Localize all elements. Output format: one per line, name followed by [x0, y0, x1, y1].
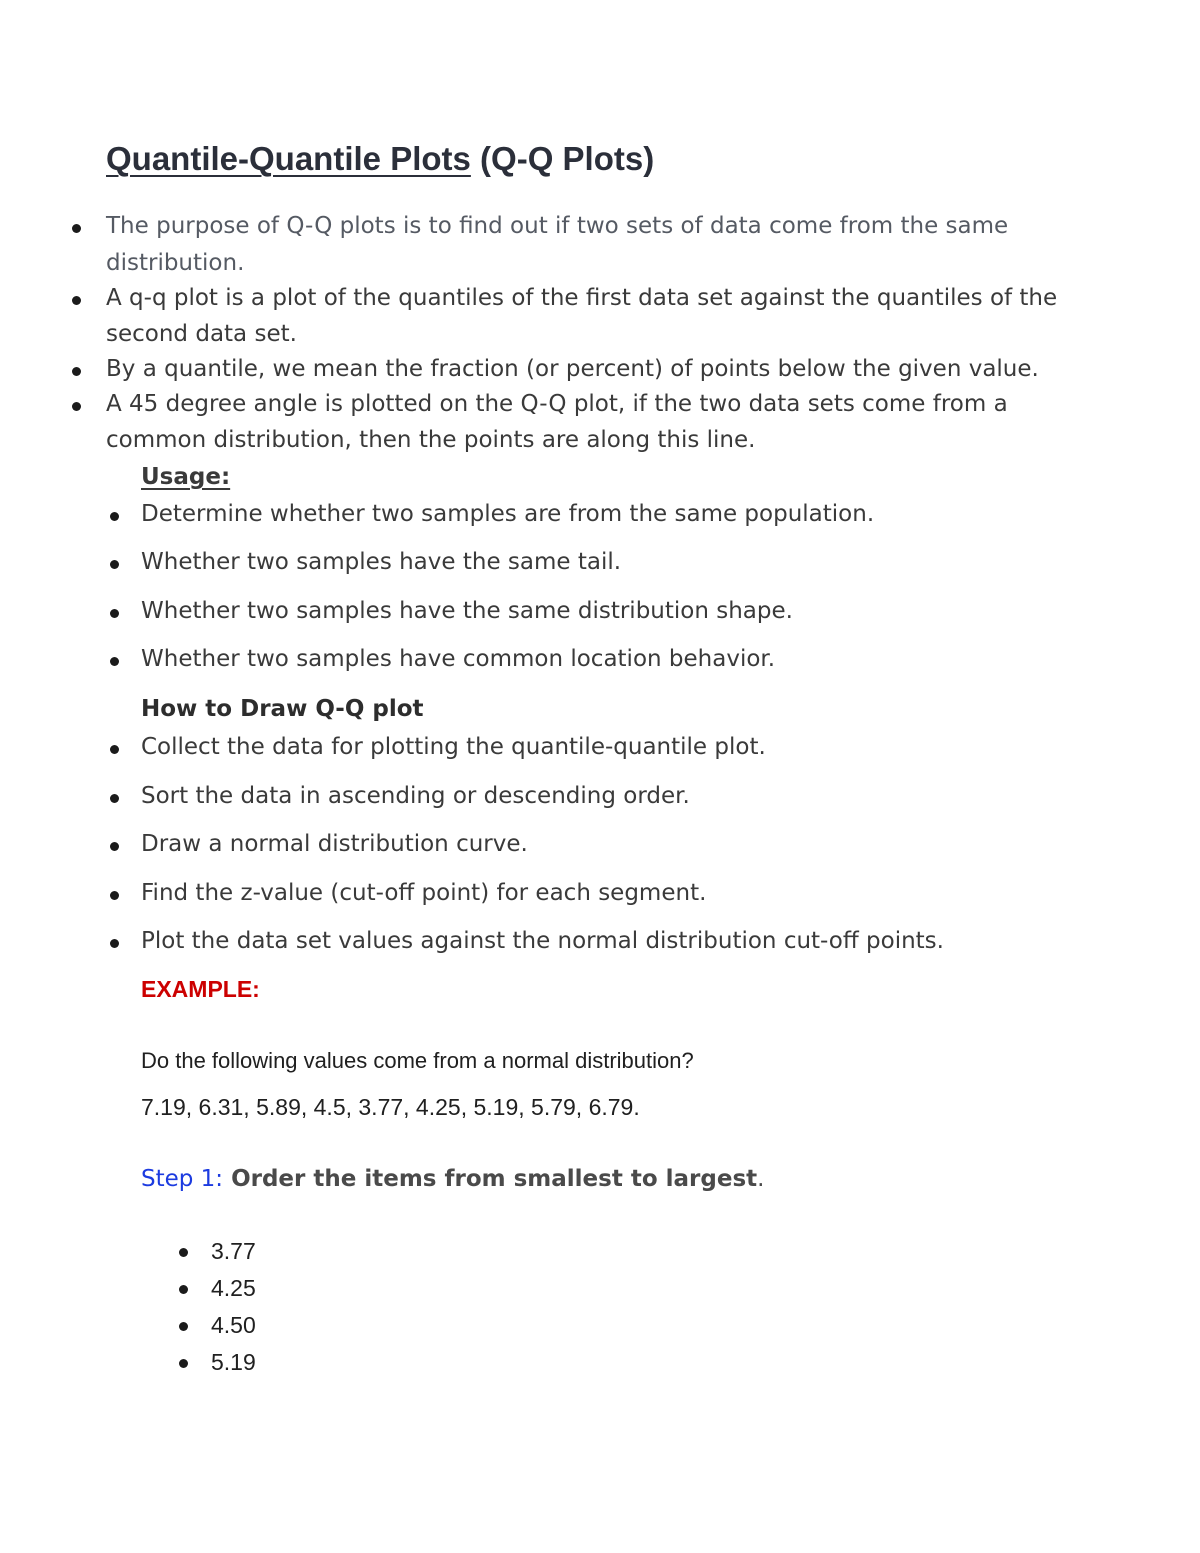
bullet-dot	[110, 657, 119, 666]
usage-item: Whether two samples have the same tail.	[141, 549, 622, 575]
how-to-item: Find the z-value (cut-off point) for each segment.	[141, 880, 707, 906]
step-1-label: Step 1:	[141, 1166, 224, 1192]
bullet-dot	[110, 842, 119, 851]
bullet-dot	[110, 891, 119, 900]
usage-item: Determine whether two samples are from the same population.	[141, 501, 875, 527]
sorted-item: 4.25	[211, 1275, 256, 1301]
bullet-dot	[72, 296, 81, 305]
bullet-dot	[110, 512, 119, 521]
intro-item-2-line-1: A q-q plot is a plot of the quantiles of the first data set against the quantiles of the	[106, 285, 1058, 311]
intro-item-2-line-2: second data set.	[106, 321, 297, 347]
title-rest: (Q-Q Plots)	[470, 140, 655, 177]
intro-item-3-line-1: By a quantile, we mean the fraction (or percent) of points below the given value.	[106, 356, 1039, 382]
bullet-dot	[110, 609, 119, 618]
sorted-item: 3.77	[211, 1238, 256, 1264]
usage-item: Whether two samples have the same distribution shape.	[141, 598, 793, 624]
bullet-dot	[179, 1248, 188, 1257]
bullet-dot	[72, 367, 81, 376]
sorted-item: 5.19	[211, 1349, 256, 1375]
how-to-heading: How to Draw Q-Q plot	[141, 696, 424, 722]
how-to-item: Collect the data for plotting the quantile-quantile plot.	[141, 734, 766, 760]
bullet-dot	[72, 224, 81, 233]
example-question: Do the following values come from a normal distribution?	[141, 1048, 694, 1073]
bullet-dot	[179, 1359, 188, 1368]
bullet-dot	[110, 745, 119, 754]
usage-heading: Usage:	[141, 464, 231, 490]
example-values: 7.19, 6.31, 5.89, 4.5, 3.77, 4.25, 5.19, 5.79, 6.79.	[141, 1094, 640, 1120]
bullet-dot	[72, 402, 81, 411]
example-label: EXAMPLE:	[141, 976, 260, 1002]
intro-item-4-line-2: common distribution, then the points are along this line.	[106, 427, 756, 453]
step-1	[141, 1166, 764, 1192]
bullet-dot	[110, 794, 119, 803]
bullet-dot	[179, 1285, 188, 1294]
how-to-item: Draw a normal distribution curve.	[141, 831, 528, 857]
bullet-dot	[110, 560, 119, 569]
title-underlined: Quantile-Quantile Plots	[106, 140, 471, 177]
bullet-dot	[179, 1322, 188, 1331]
bullet-dot	[110, 939, 119, 948]
intro-item-4-line-1: A 45 degree angle is plotted on the Q-Q plot, if the two data sets come from a	[106, 391, 1008, 417]
intro-item-1-line-1: The purpose of Q-Q plots is to find out if two sets of data come from the same	[106, 213, 1009, 239]
sorted-item: 4.50	[211, 1312, 256, 1338]
page-title	[106, 140, 654, 178]
how-to-item: Plot the data set values against the normal distribution cut-off points.	[141, 928, 944, 954]
intro-item-1-line-2: distribution.	[106, 250, 245, 276]
how-to-item: Sort the data in ascending or descending order.	[141, 783, 690, 809]
step-1-text: Order the items from smallest to largest	[223, 1166, 758, 1192]
usage-item: Whether two samples have common location behavior.	[141, 646, 776, 672]
step-1-end: .	[757, 1166, 765, 1192]
